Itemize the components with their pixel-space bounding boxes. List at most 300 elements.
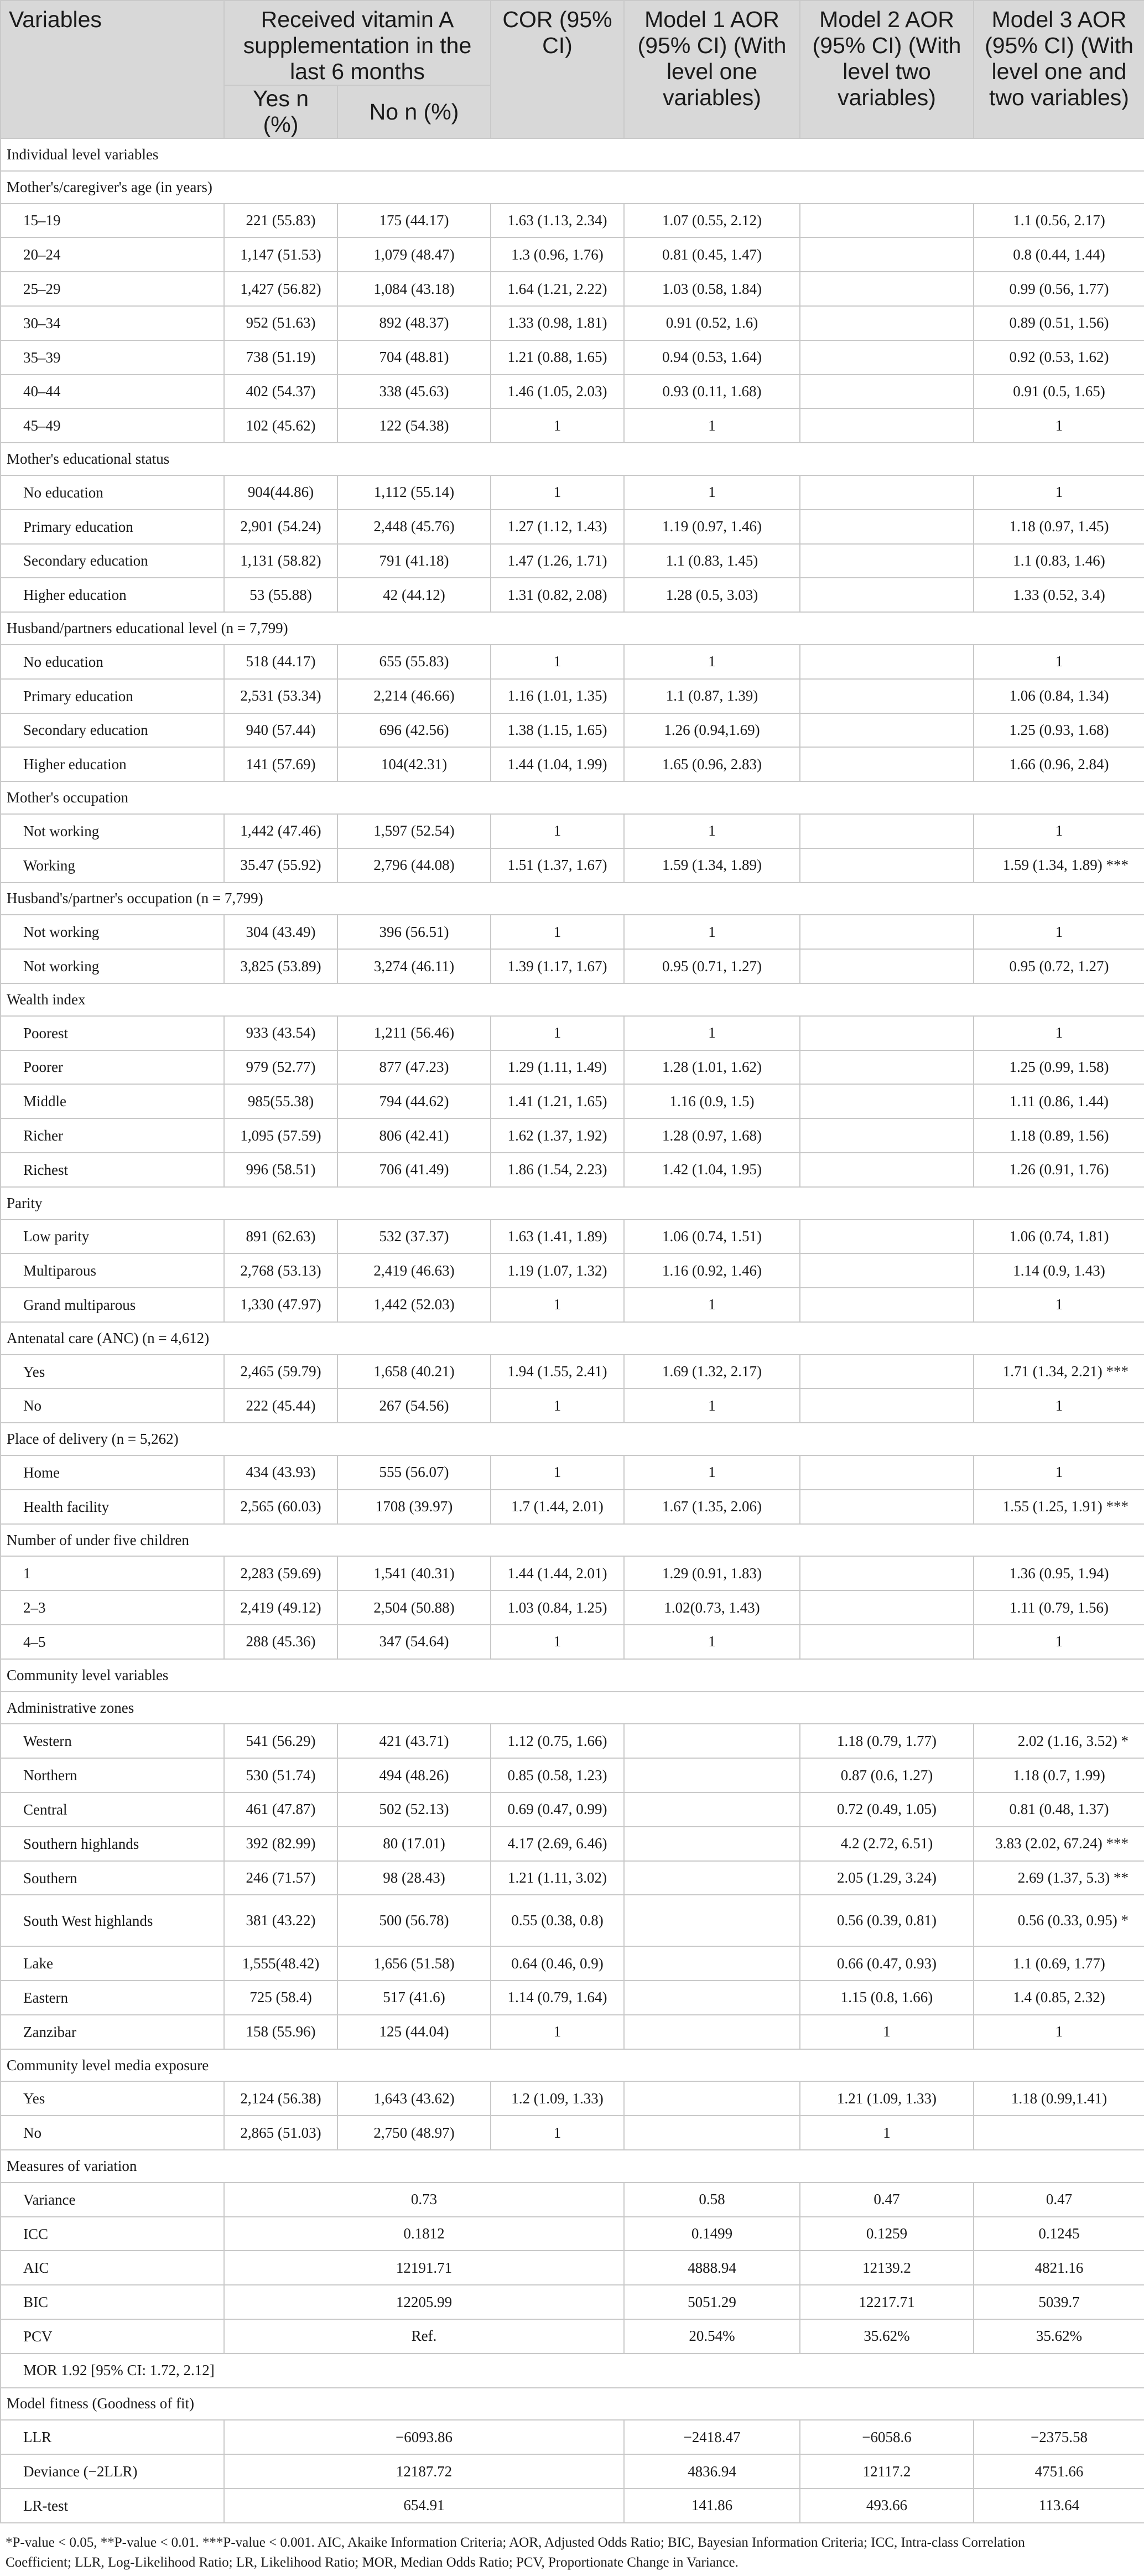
measure-model-1: −2418.47 <box>624 2420 800 2454</box>
cell-model-2 <box>800 1016 974 1050</box>
row-label: Poorer <box>1 1050 224 1085</box>
cell-model-3: 1.71 (1.34, 2.21) *** <box>974 1355 1144 1389</box>
cell-model-3: 1.1 (0.69, 1.77) <box>974 1946 1144 1981</box>
cell-no: 175 (44.17) <box>337 204 491 238</box>
cell-model-2: 2.05 (1.29, 3.24) <box>800 1861 974 1895</box>
table-row <box>1 237 1144 272</box>
row-label: Poorest <box>1 1016 224 1050</box>
measure-model-2: 493.66 <box>800 2489 974 2523</box>
table-row <box>1 1625 1144 1659</box>
cell-yes: 2,283 (59.69) <box>224 1556 337 1590</box>
cell-model-2 <box>800 713 974 748</box>
cell-model-3: 1.25 (0.99, 1.58) <box>974 1050 1144 1085</box>
table-row <box>1 1490 1144 1524</box>
cell-no: 502 (52.13) <box>337 1792 491 1827</box>
cell-no: 794 (44.62) <box>337 1084 491 1118</box>
measure-row <box>1 2251 1144 2285</box>
cell-model-1: 1.28 (0.97, 1.68) <box>624 1118 800 1153</box>
row-label: Richer <box>1 1118 224 1153</box>
cell-model-3: 0.81 (0.48, 1.37) <box>974 1792 1144 1827</box>
row-label: Not working <box>1 814 224 848</box>
section-label: Place of delivery (n = 5,262) <box>1 1423 1144 1455</box>
cell-model-3: 1 <box>974 645 1144 679</box>
cell-cor: 1.62 (1.37, 1.92) <box>491 1118 624 1153</box>
measure-model-2: 12217.71 <box>800 2285 974 2319</box>
cell-yes: 530 (51.74) <box>224 1758 337 1792</box>
cell-model-1: 1.03 (0.58, 1.84) <box>624 272 800 306</box>
row-label: 30–34 <box>1 306 224 340</box>
row-label: Yes <box>1 1355 224 1389</box>
measure-label: LR-test <box>1 2489 224 2523</box>
cell-cor: 1 <box>491 1625 624 1659</box>
cell-yes: 1,555(48.42) <box>224 1946 337 1981</box>
cell-cor: 0.55 (0.38, 0.8) <box>491 1895 624 1946</box>
cell-model-2 <box>800 1455 974 1490</box>
cell-no: 267 (54.56) <box>337 1388 491 1423</box>
cell-yes: 158 (55.96) <box>224 2015 337 2049</box>
cell-model-3: 1.11 (0.79, 1.56) <box>974 1590 1144 1625</box>
cell-model-3: 1 <box>974 1455 1144 1490</box>
row-label: Richest <box>1 1153 224 1187</box>
row-label: No education <box>1 645 224 679</box>
cell-model-1: 1 <box>624 915 800 949</box>
row-label: Yes <box>1 2081 224 2116</box>
cell-model-1 <box>624 1981 800 2015</box>
cell-cor: 1.63 (1.41, 1.89) <box>491 1220 624 1254</box>
table-row <box>1 1981 1144 2015</box>
cell-yes: 2,901 (54.24) <box>224 510 337 544</box>
cell-model-2 <box>800 475 974 510</box>
header-yes: Yes n (%) <box>224 85 337 138</box>
header-no: No n (%) <box>337 85 491 138</box>
cell-no: 80 (17.01) <box>337 1827 491 1861</box>
cell-model-3: 0.92 (0.53, 1.62) <box>974 340 1144 375</box>
cell-yes: 891 (62.63) <box>224 1220 337 1254</box>
cell-model-1: 1.07 (0.55, 2.12) <box>624 204 800 238</box>
cell-cor: 1.29 (1.11, 1.49) <box>491 1050 624 1085</box>
cell-cor: 1.3 (0.96, 1.76) <box>491 237 624 272</box>
cell-model-2 <box>800 578 974 612</box>
table-row <box>1 408 1144 443</box>
section-row <box>1 1187 1144 1220</box>
measure-model-2: −6058.6 <box>800 2420 974 2454</box>
cell-model-1: 1 <box>624 1625 800 1659</box>
cell-model-3: 2.69 (1.37, 5.3) ** <box>974 1861 1144 1895</box>
cell-cor: 1.7 (1.44, 2.01) <box>491 1490 624 1524</box>
cell-model-3 <box>974 2116 1144 2150</box>
row-label: 2–3 <box>1 1590 224 1625</box>
table-row <box>1 1050 1144 1085</box>
measure-label: AIC <box>1 2251 224 2285</box>
cell-model-2 <box>800 1253 974 1288</box>
cell-model-1: 1.02(0.73, 1.43) <box>624 1590 800 1625</box>
measure-row <box>1 2319 1144 2354</box>
table-row <box>1 1220 1144 1254</box>
table-row <box>1 2015 1144 2049</box>
section-label: Community level variables <box>1 1659 1144 1692</box>
cell-model-3: 0.8 (0.44, 1.44) <box>974 237 1144 272</box>
measure-model-2: 12139.2 <box>800 2251 974 2285</box>
row-label: Primary education <box>1 679 224 713</box>
cell-yes: 304 (43.49) <box>224 915 337 949</box>
row-label: 1 <box>1 1556 224 1590</box>
cell-model-1: 1 <box>624 475 800 510</box>
cell-no: 2,504 (50.88) <box>337 1590 491 1625</box>
cell-yes: 2,419 (49.12) <box>224 1590 337 1625</box>
measure-model-3: 0.1245 <box>974 2217 1144 2251</box>
cell-model-3: 2.02 (1.16, 3.52) * <box>974 1724 1144 1758</box>
footnote-line-1: *P-value < 0.05, **P-value < 0.01. ***P-value < 0.001. AIC, Akaike Information Criteria; AOR, Adjusted Odds Ratio; BIC, Bayesian Information Criteria; ICC, Intra-class Correlation <box>6 2535 1025 2550</box>
cell-cor: 1.64 (1.21, 2.22) <box>491 272 624 306</box>
measure-model-2: 35.62% <box>800 2319 974 2354</box>
cell-cor: 1.03 (0.84, 1.25) <box>491 1590 624 1625</box>
cell-cor: 1 <box>491 1455 624 1490</box>
cell-model-3: 1 <box>974 1016 1144 1050</box>
cell-model-2: 0.87 (0.6, 1.27) <box>800 1758 974 1792</box>
cell-no: 877 (47.23) <box>337 1050 491 1085</box>
cell-model-3: 1.18 (0.97, 1.45) <box>974 510 1144 544</box>
cell-model-3: 1.36 (0.95, 1.94) <box>974 1556 1144 1590</box>
cell-yes: 2,865 (51.03) <box>224 2116 337 2150</box>
measure-model-2: 0.47 <box>800 2183 974 2217</box>
table-row <box>1 1253 1144 1288</box>
cell-model-2 <box>800 1590 974 1625</box>
measure-model-3: 4751.66 <box>974 2454 1144 2489</box>
cell-model-2 <box>800 408 974 443</box>
table-row <box>1 204 1144 238</box>
table-row <box>1 578 1144 612</box>
cell-model-1 <box>624 2081 800 2116</box>
cell-cor: 1.31 (0.82, 2.08) <box>491 578 624 612</box>
table-row <box>1 1827 1144 1861</box>
section-row <box>1 443 1144 475</box>
cell-yes: 392 (82.99) <box>224 1827 337 1861</box>
row-label: Zanzibar <box>1 2015 224 2049</box>
section-row <box>1 2388 1144 2420</box>
table-row <box>1 475 1144 510</box>
row-label: 4–5 <box>1 1625 224 1659</box>
cell-no: 655 (55.83) <box>337 645 491 679</box>
cell-cor: 1 <box>491 2116 624 2150</box>
table-row <box>1 747 1144 781</box>
cell-model-1: 1.28 (1.01, 1.62) <box>624 1050 800 1085</box>
section-row <box>1 1692 1144 1724</box>
cell-yes: 2,768 (53.13) <box>224 1253 337 1288</box>
measure-model-3: 4821.16 <box>974 2251 1144 2285</box>
cell-no: 122 (54.38) <box>337 408 491 443</box>
cell-model-3: 1 <box>974 2015 1144 2049</box>
cell-cor: 1.33 (0.98, 1.81) <box>491 306 624 340</box>
cell-yes: 434 (43.93) <box>224 1455 337 1490</box>
cell-model-2: 0.72 (0.49, 1.05) <box>800 1792 974 1827</box>
table-row <box>1 1084 1144 1118</box>
cell-model-3: 1 <box>974 814 1144 848</box>
cell-yes: 940 (57.44) <box>224 713 337 748</box>
measure-row <box>1 2420 1144 2454</box>
cell-yes: 2,531 (53.34) <box>224 679 337 713</box>
table-row <box>1 375 1144 409</box>
section-label: Mother's/caregiver's age (in years) <box>1 171 1144 204</box>
table-row <box>1 848 1144 883</box>
cell-yes: 985(55.38) <box>224 1084 337 1118</box>
cell-no: 2,419 (46.63) <box>337 1253 491 1288</box>
table-row <box>1 915 1144 949</box>
cell-model-1: 0.93 (0.11, 1.68) <box>624 375 800 409</box>
table-row <box>1 679 1144 713</box>
cell-model-3: 1 <box>974 915 1144 949</box>
measure-row <box>1 2489 1144 2523</box>
cell-yes: 952 (51.63) <box>224 306 337 340</box>
header-model-3: Model 3 AOR (95% CI) (With level one and two variables) <box>974 1 1144 138</box>
cell-model-1: 1.1 (0.83, 1.45) <box>624 544 800 578</box>
cell-cor: 1.27 (1.12, 1.43) <box>491 510 624 544</box>
cell-cor: 1.2 (1.09, 1.33) <box>491 2081 624 2116</box>
cell-model-2 <box>800 1388 974 1423</box>
cell-no: 1,211 (56.46) <box>337 1016 491 1050</box>
row-label: Home <box>1 1455 224 1490</box>
cell-model-3: 0.99 (0.56, 1.77) <box>974 272 1144 306</box>
table-row <box>1 1153 1144 1187</box>
row-label: Lake <box>1 1946 224 1981</box>
cell-yes: 102 (45.62) <box>224 408 337 443</box>
row-label: Grand multiparous <box>1 1288 224 1322</box>
cell-model-1 <box>624 1724 800 1758</box>
cell-model-1: 1.19 (0.97, 1.46) <box>624 510 800 544</box>
table-row <box>1 1724 1144 1758</box>
cell-model-3: 1.1 (0.83, 1.46) <box>974 544 1144 578</box>
row-label: Not working <box>1 949 224 983</box>
cell-cor: 1.94 (1.55, 2.41) <box>491 1355 624 1389</box>
cell-no: 1,112 (55.14) <box>337 475 491 510</box>
cell-model-2 <box>800 1556 974 1590</box>
table-row <box>1 272 1144 306</box>
cell-model-1: 1.42 (1.04, 1.95) <box>624 1153 800 1187</box>
cell-model-1: 1.16 (0.92, 1.46) <box>624 1253 800 1288</box>
row-label: Primary education <box>1 510 224 544</box>
section-row <box>1 1423 1144 1455</box>
cell-no: 517 (41.6) <box>337 1981 491 2015</box>
measure-label: Deviance (−2LLR) <box>1 2454 224 2489</box>
cell-model-1 <box>624 1861 800 1895</box>
section-label: Wealth index <box>1 983 1144 1016</box>
cell-model-2: 1 <box>800 2015 974 2049</box>
cell-model-1 <box>624 1946 800 1981</box>
cell-model-1: 1 <box>624 408 800 443</box>
row-label: Secondary education <box>1 544 224 578</box>
cell-yes: 1,442 (47.46) <box>224 814 337 848</box>
measure-model-2: 0.1259 <box>800 2217 974 2251</box>
measure-model-1: 20.54% <box>624 2319 800 2354</box>
cell-cor: 1.39 (1.17, 1.67) <box>491 949 624 983</box>
cell-model-2 <box>800 1625 974 1659</box>
table-row <box>1 1016 1144 1050</box>
row-label: Low parity <box>1 1220 224 1254</box>
cell-yes: 2,465 (59.79) <box>224 1355 337 1389</box>
cell-no: 1,597 (52.54) <box>337 814 491 848</box>
table-row <box>1 1556 1144 1590</box>
cell-no: 396 (56.51) <box>337 915 491 949</box>
cell-no: 704 (48.81) <box>337 340 491 375</box>
measure-null-model: 12191.71 <box>224 2251 624 2285</box>
cell-no: 494 (48.26) <box>337 1758 491 1792</box>
cell-model-2: 0.56 (0.39, 0.81) <box>800 1895 974 1946</box>
table-row <box>1 340 1144 375</box>
table-row <box>1 1758 1144 1792</box>
cell-cor: 1 <box>491 915 624 949</box>
cell-yes: 1,147 (51.53) <box>224 237 337 272</box>
measure-null-model: −6093.86 <box>224 2420 624 2454</box>
cell-no: 1708 (39.97) <box>337 1490 491 1524</box>
table-row <box>1 2081 1144 2116</box>
table-row <box>1 814 1144 848</box>
row-label: Central <box>1 1792 224 1827</box>
section-row <box>1 1659 1144 1692</box>
measure-label: ICC <box>1 2217 224 2251</box>
cell-no: 500 (56.78) <box>337 1895 491 1946</box>
measure-model-3: 0.47 <box>974 2183 1144 2217</box>
cell-no: 338 (45.63) <box>337 375 491 409</box>
cell-cor: 1.51 (1.37, 1.67) <box>491 848 624 883</box>
cell-model-2 <box>800 949 974 983</box>
table-row <box>1 1288 1144 1322</box>
row-label: Western <box>1 1724 224 1758</box>
cell-model-1: 0.91 (0.52, 1.6) <box>624 306 800 340</box>
cell-model-3: 1.4 (0.85, 2.32) <box>974 1981 1144 2015</box>
cell-no: 892 (48.37) <box>337 306 491 340</box>
cell-model-3: 1.06 (0.84, 1.34) <box>974 679 1144 713</box>
section-row <box>1 983 1144 1016</box>
cell-yes: 1,330 (47.97) <box>224 1288 337 1322</box>
cell-model-1: 0.95 (0.71, 1.27) <box>624 949 800 983</box>
measure-null-model: 0.73 <box>224 2183 624 2217</box>
table-row <box>1 1388 1144 1423</box>
cell-yes: 904(44.86) <box>224 475 337 510</box>
cell-model-2 <box>800 679 974 713</box>
cell-model-1: 1 <box>624 1388 800 1423</box>
cell-cor: 1.38 (1.15, 1.65) <box>491 713 624 748</box>
cell-no: 347 (54.64) <box>337 1625 491 1659</box>
table-row <box>1 1590 1144 1625</box>
section-row <box>1 2150 1144 2183</box>
cell-no: 1,643 (43.62) <box>337 2081 491 2116</box>
measure-model-1: 4836.94 <box>624 2454 800 2489</box>
cell-model-2 <box>800 237 974 272</box>
cell-no: 125 (44.04) <box>337 2015 491 2049</box>
cell-cor: 1.19 (1.07, 1.32) <box>491 1253 624 1288</box>
cell-model-3: 1 <box>974 475 1144 510</box>
measure-label: PCV <box>1 2319 224 2354</box>
cell-model-2 <box>800 510 974 544</box>
cell-model-1: 1.59 (1.34, 1.89) <box>624 848 800 883</box>
cell-model-1: 0.81 (0.45, 1.47) <box>624 237 800 272</box>
cell-model-1: 1.65 (0.96, 2.83) <box>624 747 800 781</box>
cell-model-2: 1.18 (0.79, 1.77) <box>800 1724 974 1758</box>
row-label: 25–29 <box>1 272 224 306</box>
section-label: Administrative zones <box>1 1692 1144 1724</box>
measure-model-3: 5039.7 <box>974 2285 1144 2319</box>
table-row <box>1 306 1144 340</box>
cell-model-3: 1.26 (0.91, 1.76) <box>974 1153 1144 1187</box>
cell-no: 555 (56.07) <box>337 1455 491 1490</box>
cell-cor: 1 <box>491 1288 624 1322</box>
table-row <box>1 510 1144 544</box>
row-label: Middle <box>1 1084 224 1118</box>
cell-yes: 246 (71.57) <box>224 1861 337 1895</box>
cell-model-2 <box>800 1084 974 1118</box>
cell-yes: 541 (56.29) <box>224 1724 337 1758</box>
row-label: Working <box>1 848 224 883</box>
cell-model-3: 1.11 (0.86, 1.44) <box>974 1084 1144 1118</box>
cell-no: 3,274 (46.11) <box>337 949 491 983</box>
cell-cor: 1.44 (1.04, 1.99) <box>491 747 624 781</box>
cell-cor: 0.69 (0.47, 0.99) <box>491 1792 624 1827</box>
cell-no: 532 (37.37) <box>337 1220 491 1254</box>
section-label: Model fitness (Goodness of fit) <box>1 2388 1144 2420</box>
table-row <box>1 949 1144 983</box>
row-label: Secondary education <box>1 713 224 748</box>
cell-model-3: 0.95 (0.72, 1.27) <box>974 949 1144 983</box>
cell-model-2 <box>800 848 974 883</box>
table-row <box>1 1455 1144 1490</box>
cell-model-1: 1.67 (1.35, 2.06) <box>624 1490 800 1524</box>
cell-model-3: 0.89 (0.51, 1.56) <box>974 306 1144 340</box>
row-label: No education <box>1 475 224 510</box>
cell-model-1: 1 <box>624 814 800 848</box>
measure-row <box>1 2217 1144 2251</box>
cell-model-2 <box>800 544 974 578</box>
cell-model-1 <box>624 1895 800 1946</box>
cell-cor: 1 <box>491 475 624 510</box>
cell-cor: 1 <box>491 1016 624 1050</box>
footnote-line-2: Coefficient; LLR, Log-Likelihood Ratio; LR, Likelihood Ratio; MOR, Median Odds Ratio; PCV, Proportionate Change in Variance. <box>6 2555 739 2570</box>
cell-yes: 3,825 (53.89) <box>224 949 337 983</box>
measure-label: BIC <box>1 2285 224 2319</box>
cell-model-1: 1.29 (0.91, 1.83) <box>624 1556 800 1590</box>
section-row <box>1 138 1144 171</box>
cell-model-2: 1 <box>800 2116 974 2150</box>
cell-cor: 1.21 (1.11, 3.02) <box>491 1861 624 1895</box>
measure-null-model: 12187.72 <box>224 2454 624 2489</box>
measure-row <box>1 2183 1144 2217</box>
cell-yes: 461 (47.87) <box>224 1792 337 1827</box>
cell-cor: 1.21 (0.88, 1.65) <box>491 340 624 375</box>
section-label: Measures of variation <box>1 2150 1144 2183</box>
cell-model-3: 1.18 (0.99,1.41) <box>974 2081 1144 2116</box>
cell-yes: 933 (43.54) <box>224 1016 337 1050</box>
cell-model-2 <box>800 645 974 679</box>
cell-cor: 4.17 (2.69, 6.46) <box>491 1827 624 1861</box>
cell-model-3: 1.33 (0.52, 3.4) <box>974 578 1144 612</box>
cell-yes: 996 (58.51) <box>224 1153 337 1187</box>
cell-no: 791 (41.18) <box>337 544 491 578</box>
cell-cor: 1.41 (1.21, 1.65) <box>491 1084 624 1118</box>
measure-model-1: 5051.29 <box>624 2285 800 2319</box>
cell-model-2 <box>800 1490 974 1524</box>
cell-cor: 1 <box>491 408 624 443</box>
measure-model-1: 0.1499 <box>624 2217 800 2251</box>
cell-no: 2,214 (46.66) <box>337 679 491 713</box>
cell-yes: 53 (55.88) <box>224 578 337 612</box>
cell-model-3: 1 <box>974 1388 1144 1423</box>
header-model-2: Model 2 AOR (95% CI) (With level two variables) <box>800 1 974 138</box>
cell-model-1: 0.94 (0.53, 1.64) <box>624 340 800 375</box>
measure-null-model: 12205.99 <box>224 2285 624 2319</box>
section-label: Number of under five children <box>1 1524 1144 1557</box>
cell-model-1 <box>624 1792 800 1827</box>
table-row <box>1 1861 1144 1895</box>
section-row <box>1 171 1144 204</box>
cell-model-3: 1 <box>974 1625 1144 1659</box>
